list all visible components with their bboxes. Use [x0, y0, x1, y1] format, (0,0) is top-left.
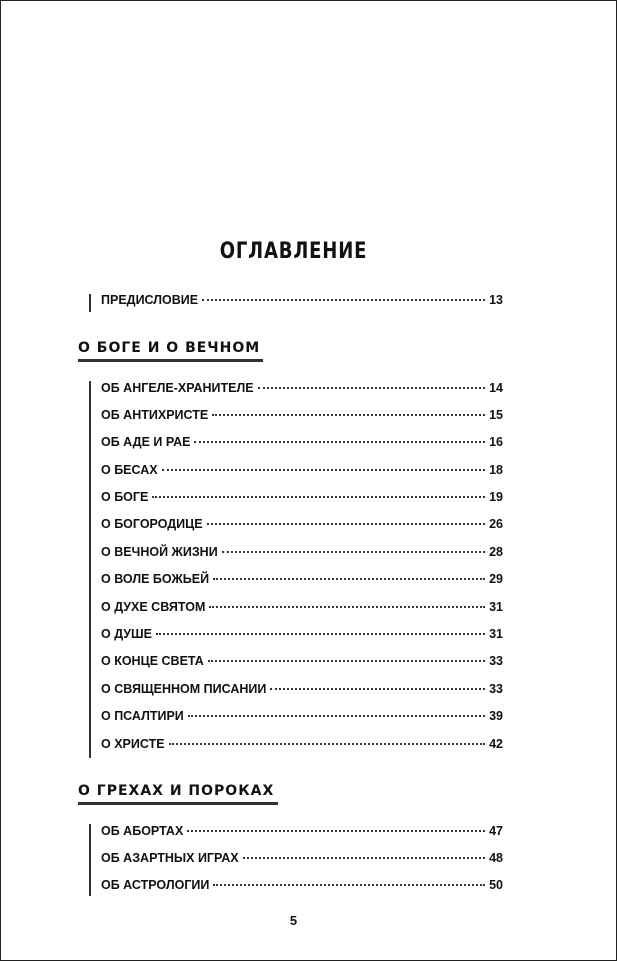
toc-entry-label: О БОГОРОДИЦЕ: [101, 517, 203, 531]
dot-leader: [169, 742, 486, 745]
toc-entry-label: ОБ АЗАРТНЫХ ИГРАХ: [101, 851, 239, 865]
dot-leader: [212, 413, 485, 416]
toc-entry-label: О БЕСАХ: [101, 463, 158, 477]
dot-leader: [213, 577, 485, 580]
toc-entry[interactable]: [101, 545, 503, 565]
toc-entry-page: 15: [489, 408, 503, 422]
toc-entry-label: ПРЕДИСЛОВИЕ: [101, 293, 199, 307]
toc-entry-label: ОБ АНГЕЛЕ-ХРАНИТЕЛЕ: [101, 381, 254, 395]
toc-entry-page: 16: [489, 435, 503, 449]
toc-entry-page: 19: [489, 490, 503, 504]
toc-entry-label: О ХРИСТЕ: [101, 737, 165, 751]
toc-entry[interactable]: [101, 435, 503, 455]
toc-entry-page: 28: [489, 545, 503, 559]
toc-entry-label: О ВЕЧНОЙ ЖИЗНИ: [101, 545, 218, 559]
toc-entry[interactable]: [101, 654, 503, 674]
toc-entry[interactable]: [101, 627, 503, 647]
dot-leader: [208, 659, 485, 662]
toc-entry-label: О БОГЕ: [101, 490, 149, 504]
section-heading-sins: О ГРЕХАХ И ПОРОКАХ: [78, 783, 275, 799]
toc-entry-page: 42: [489, 737, 503, 751]
dot-leader: [162, 468, 485, 471]
toc-entry-label: ОБ АБОРТАХ: [101, 824, 184, 838]
dot-leader: [222, 550, 485, 553]
dot-leader: [156, 632, 485, 635]
section-underline: [78, 802, 278, 805]
toc-entry-label: О СВЯЩЕННОМ ПИСАНИИ: [101, 682, 267, 696]
toc-entry[interactable]: [101, 709, 503, 729]
section-bar: [89, 824, 91, 896]
toc-entry-label: О ДУШЕ: [101, 627, 152, 641]
preface-bar: [89, 294, 91, 312]
toc-entry-page: 47: [489, 824, 503, 838]
toc-entry-page: 31: [489, 600, 503, 614]
toc-entry-label: О ДУХЕ СВЯТОМ: [101, 600, 206, 614]
toc-entry[interactable]: [101, 737, 503, 757]
toc-title: ОГЛАВЛЕНИЕ: [219, 239, 368, 264]
page-number: 5: [289, 913, 298, 928]
section-underline: [78, 359, 263, 362]
toc-entry-preface[interactable]: [101, 293, 503, 313]
toc-entry-page: 39: [489, 709, 503, 723]
toc-entry-page: 13: [489, 293, 503, 307]
dot-leader: [270, 687, 485, 690]
toc-entry[interactable]: [101, 381, 503, 401]
section-bar: [89, 381, 91, 758]
toc-entry-label: О КОНЦЕ СВЕТА: [101, 654, 204, 668]
section-heading-god: О БОГЕ И О ВЕЧНОМ: [78, 340, 261, 356]
dot-leader: [213, 883, 485, 886]
toc-entry-page: 26: [489, 517, 503, 531]
toc-entry[interactable]: [101, 824, 503, 844]
toc-entry-page: 33: [489, 682, 503, 696]
toc-entry[interactable]: [101, 600, 503, 620]
toc-entry-page: 14: [489, 381, 503, 395]
toc-entry-label: ОБ АСТРОЛОГИИ: [101, 878, 210, 892]
toc-entry[interactable]: [101, 463, 503, 483]
dot-leader: [202, 298, 485, 301]
toc-entry[interactable]: [101, 408, 503, 428]
dot-leader: [194, 440, 485, 443]
dot-leader: [209, 605, 485, 608]
dot-leader: [187, 829, 485, 832]
toc-entry[interactable]: [101, 682, 503, 702]
dot-leader: [207, 522, 485, 525]
toc-entry-page: 33: [489, 654, 503, 668]
toc-entry-page: 18: [489, 463, 503, 477]
toc-entry[interactable]: [101, 572, 503, 592]
toc-entry[interactable]: [101, 517, 503, 537]
toc-entry[interactable]: [101, 878, 503, 898]
dot-leader: [188, 714, 485, 717]
toc-entry[interactable]: [101, 851, 503, 871]
toc-entry-page: 50: [489, 878, 503, 892]
toc-entry-label: О ВОЛЕ БОЖЬЕЙ: [101, 572, 210, 586]
toc-entry-page: 31: [489, 627, 503, 641]
toc-entry-page: 48: [489, 851, 503, 865]
dot-leader: [258, 386, 485, 389]
toc-entry-label: ОБ АНТИХРИСТЕ: [101, 408, 209, 422]
toc-entry[interactable]: [101, 490, 503, 510]
toc-entry-label: О ПСАЛТИРИ: [101, 709, 184, 723]
dot-leader: [152, 495, 485, 498]
toc-entry-page: 29: [489, 572, 503, 586]
dot-leader: [243, 856, 485, 859]
toc-entry-label: ОБ АДЕ И РАЕ: [101, 435, 191, 449]
